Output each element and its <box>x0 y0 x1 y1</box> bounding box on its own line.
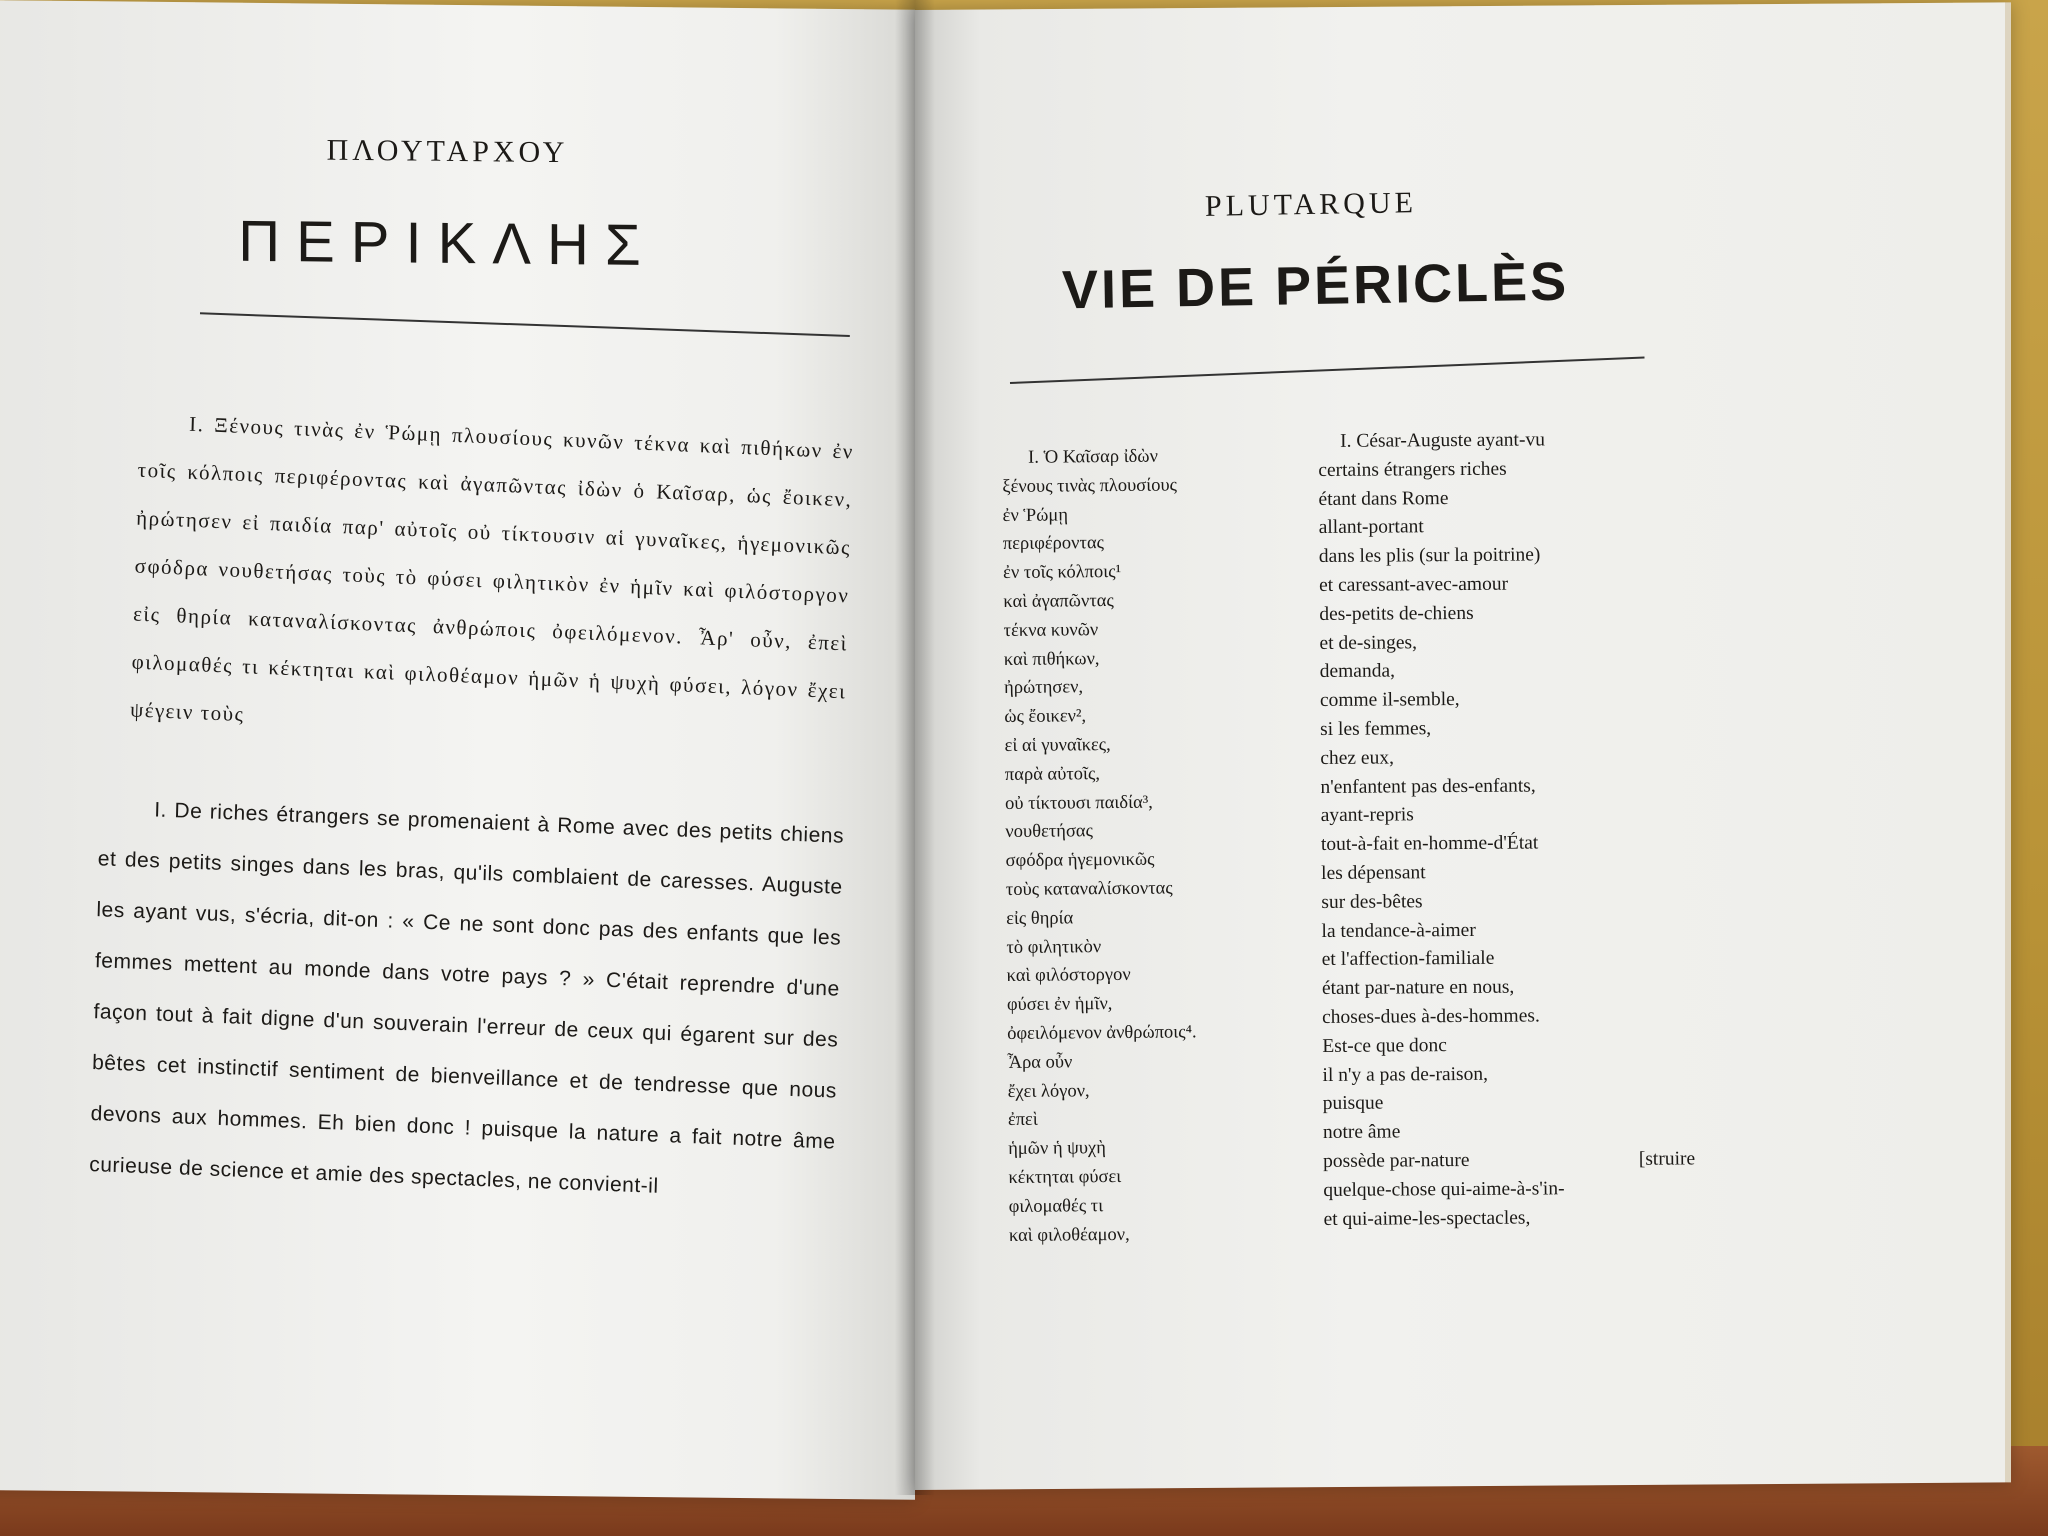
margin-note: [struire <box>1638 1148 1696 1170</box>
list-item: εἰ αἱ γυναῖκες, <box>1004 735 1111 756</box>
author-header: PLUTARQUE <box>1204 186 1418 223</box>
greek-title: ΠΕΡΙΚΛΗΣ <box>238 208 657 279</box>
list-item: ἐν Ῥώμῃ <box>1002 505 1069 526</box>
list-item: περιφέροντας <box>1002 533 1105 555</box>
list-item: ἠρώτησεν, <box>1004 677 1084 699</box>
list-item: quelque-chose qui-aime-à-s'in- <box>1323 1178 1565 1201</box>
list-item: φύσει ἐν ἡμῖν, <box>1006 994 1113 1016</box>
list-item: et l'affection-familiale <box>1321 948 1495 971</box>
greek-interlinear-column <box>1002 441 1299 1250</box>
list-item: καὶ φιλοθέαμον, <box>1008 1224 1130 1246</box>
french-interlinear-column <box>1318 425 1724 1234</box>
list-item: dans les plis (sur la poitrine) <box>1318 544 1541 568</box>
list-item: καὶ ἀγαπῶντας <box>1003 591 1114 612</box>
list-item: Ἆρα οὖν <box>1007 1052 1073 1073</box>
list-item: I. Ὁ Καῖσαρ ἰδὼν <box>1028 446 1158 468</box>
list-item: n'enfantent pas des-enfants, <box>1320 775 1536 798</box>
list-item: étant par-nature en nous, <box>1321 976 1515 1000</box>
list-item: ὡς ἔοικεν², <box>1004 706 1087 728</box>
list-item: Est-ce que donc <box>1322 1034 1447 1057</box>
list-item: φιλομαθές τι <box>1008 1195 1104 1217</box>
list-item: τοὺς καταναλίσκοντας <box>1005 878 1173 900</box>
list-item: allant-portant <box>1318 516 1424 539</box>
book-gutter <box>895 0 935 1495</box>
list-item: καὶ φιλόστοργον <box>1006 965 1131 987</box>
list-item: certains étrangers riches <box>1318 458 1507 481</box>
list-item: νουθετήσας <box>1005 821 1093 843</box>
left-page <box>0 0 915 1500</box>
list-item: les dépensant <box>1321 862 1426 884</box>
list-item: chez eux, <box>1320 747 1395 769</box>
list-item: ἐν τοῖς κόλποις¹ <box>1003 562 1122 584</box>
list-item: κέκτηται φύσει <box>1008 1166 1122 1188</box>
list-item: ξένους τινὰς πλουσίους <box>1002 475 1178 497</box>
list-item: ἐπεὶ <box>1007 1110 1038 1131</box>
list-item: la tendance-à-aimer <box>1321 919 1476 942</box>
list-item: ὀφειλόμενον ἀνθρώποις⁴. <box>1007 1022 1197 1044</box>
list-item: et de-singes, <box>1319 631 1418 654</box>
list-item: comme il-semble, <box>1319 689 1460 712</box>
list-item: εἰς θηρία <box>1006 908 1074 929</box>
list-item: καὶ πιθήκων, <box>1003 648 1100 670</box>
list-item: demanda, <box>1319 660 1396 683</box>
list-item: ἡμῶν ἡ ψυχὴ <box>1008 1138 1106 1160</box>
list-item: σφόδρα ἡγεμονικῶς <box>1005 849 1155 872</box>
list-item: παρὰ αὐτοῖς, <box>1004 763 1101 785</box>
list-item: choses-dues à-des-hommes. <box>1322 1005 1540 1028</box>
list-item: si les femmes, <box>1320 718 1432 740</box>
list-item: τὸ φιλητικὸν <box>1006 936 1102 958</box>
list-item: notre âme <box>1322 1121 1401 1144</box>
list-item: I. César-Auguste ayant-vu <box>1340 429 1546 452</box>
list-item: et qui-aime-les-spectacles, <box>1323 1207 1531 1230</box>
french-translation-paragraph: I. De riches étrangers se promenaient à Rome avec des petits chiens et des petits singes dans les bras, qu'ils comblaient de caresses. Auguste les ayant vus, s'écria, dit-on : « Ce ne sont donc pas des enfants que les femmes mettent au monde dans votre pays ? » C'était reprendre d'une façon tout à fait digne d'un souverain l'erreur de ceux qui égarent sur des bêtes cet instinctif sentiment de bienveillance et de tendresse que nous devons aux hommes. Eh bien donc ! puisque la nature a fait notre âme curieuse de science et amie des spectacles, ne convient-il <box>88 798 845 1198</box>
list-item: et caressant-avec-amour <box>1319 573 1509 596</box>
greek-paragraph: I. Ξένους τινὰς ἐν Ῥώμῃ πλουσίους κυνῶν τέκνα καὶ πιθήκων ἐν τοῖς κόλποις περιφέροντας καὶ ἀγαπῶντας ἰδὼν ὁ Καῖσαρ, ὡς ἔοικεν, ἠρώτησεν εἰ παιδία παρ' αὐτοῖς οὐ τίκτουσιν αἱ γυναῖκες, ἡγεμονικῶς σφόδρα νουθετήσας τοὺς τὸ φύσει φιλητικὸν ἐν ἡμῖν καὶ φιλόστοργον εἰς θηρία καταναλίσκοντας ἀνθρώποις ὀφειλόμενον. Ἆρ' οὖν, ἐπεὶ φιλομαθές τι κέκτηται καὶ φιλοθέαμον ἡμῶν ἡ ψυχὴ φύσει, λόγον ἔχει ψέγειν τοὺς <box>129 411 855 727</box>
list-item: ἔχει λόγον, <box>1007 1080 1090 1102</box>
list-item: étant dans Rome <box>1318 487 1449 510</box>
list-item <box>1323 1145 1723 1177</box>
greek-author-header: ΠΛΟΥΤΑΡΧΟΥ <box>326 133 569 170</box>
left-title-rule <box>200 312 850 337</box>
list-item: des-petits de-chiens <box>1319 602 1474 625</box>
list-item: tout-à-fait en-homme-d'État <box>1320 832 1539 856</box>
list-item: τέκνα κυνῶν <box>1003 619 1099 641</box>
french-line-text: possède par-nature <box>1323 1149 1470 1172</box>
page-title: VIE DE PÉRICLÈS <box>1061 251 1570 321</box>
list-item: ayant-repris <box>1320 804 1414 827</box>
list-item: sur des-bêtes <box>1321 891 1423 913</box>
list-item: il n'y a pas de-raison, <box>1322 1063 1489 1086</box>
list-item: οὐ τίκτουσι παιδία³, <box>1005 792 1153 814</box>
list-item: puisque <box>1322 1092 1384 1115</box>
